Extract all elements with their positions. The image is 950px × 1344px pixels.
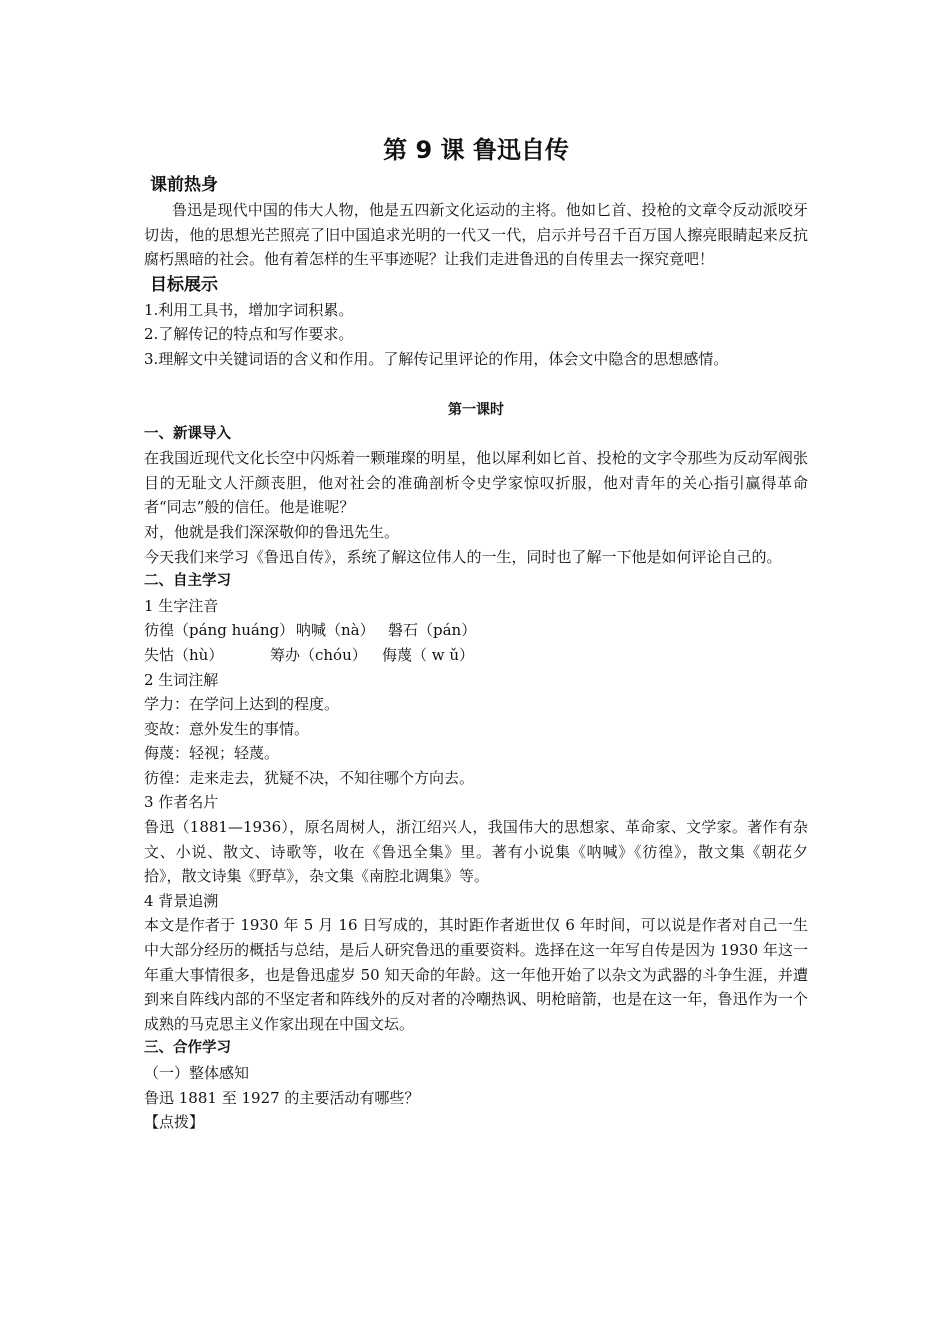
section-heading-self-study: 二、自主学习 bbox=[144, 573, 231, 590]
pinyin-heading: 1 生字注音 bbox=[144, 596, 219, 615]
pinyin-item: 呐喊（nà） bbox=[296, 621, 375, 640]
question-text: 鲁迅 1881 至 1927 的主要活动有哪些？ bbox=[144, 1088, 420, 1107]
warmup-heading: 课前热身 bbox=[150, 175, 218, 195]
author-text: 鲁迅（1881—1936），原名周树人，浙江绍兴人，我国伟大的思想家、革命家、文学家。著作有杂文、小说、散文、诗歌等，收在《鲁迅全集》里。著有小说集《呐喊》《彷徨》，散文集《朝花夕拾》，散文诗集《野草》，杂文集《南腔北调集》等。 bbox=[144, 818, 808, 886]
goal-item: 3.理解文中关键词语的含义和作用。了解传记里评论的作用，体会文中隐含的思想感情。 bbox=[144, 349, 729, 368]
document-page bbox=[144, 130, 808, 1135]
session-title: 第一课时 bbox=[448, 401, 504, 418]
intro-paragraph: 今天我们来学习《鲁迅自传》，系统了解这位伟人的一生，同时也了解一下他是如何评论自己的。 bbox=[144, 547, 782, 566]
pinyin-row bbox=[144, 643, 808, 668]
vocab-item: 侮蔑：轻视；轻蔑。 bbox=[144, 744, 280, 763]
vocab-item: 变故：意外发生的事情。 bbox=[144, 719, 310, 738]
background-heading: 4 背景追溯 bbox=[144, 891, 219, 910]
author-heading: 3 作者名片 bbox=[144, 793, 219, 812]
pinyin-item: 失怙（hù） bbox=[144, 645, 224, 664]
intro-paragraph: 对，他就是我们深深敬仰的鲁迅先生。 bbox=[144, 522, 400, 541]
goal-item: 2.了解传记的特点和写作要求。 bbox=[144, 325, 354, 344]
goal-item: 1.利用工具书，增加字词积累。 bbox=[144, 300, 354, 319]
warmup-text: 鲁迅是现代中国的伟大人物，他是五四新文化运动的主将。他如匕首、投枪的文章令反动派咬牙切齿，他的思想光芒照亮了旧中国追求光明的一代又一代，启示并号召千百万国人擦亮眼睛起来反抗腐朽黑暗的社会。他有着怎样的生平事迹呢？让我们走进鲁迅的自传里去一探究竟吧！ bbox=[144, 201, 808, 269]
pinyin-row bbox=[144, 618, 808, 643]
pinyin-item: 磐石（pán） bbox=[388, 621, 477, 640]
sub-heading: （一）整体感知 bbox=[144, 1064, 250, 1082]
vocab-item: 学力：在学问上达到的程度。 bbox=[144, 695, 340, 714]
background-text: 本文是作者于 1930 年 5 月 16 日写成的，其时距作者逝世仅 6 年时间，可以说是作者对自己一生中大部分经历的概括与总结，是后人研究鲁迅的重要资料。选择在这一年写自传是因为 1930 年这一年重大事情很多，也是鲁迅虚岁 50 知天命的年龄。这一年他开始了以杂文为武器的斗争生涯，并遭到来自阵线内部的不坚定者和阵线外的反对者的冷嘲热讽、明枪暗箭，也是在这一年，鲁迅作为一个成熟的马克思主义作家出现在中国文坛。 bbox=[144, 916, 808, 1033]
vocab-item: 彷徨：走来走去，犹疑不决，不知往哪个方向去。 bbox=[144, 768, 475, 787]
goals-heading: 目标展示 bbox=[150, 274, 218, 295]
section-heading-cooperative: 三、合作学习 bbox=[144, 1040, 231, 1057]
pinyin-item: 彷徨（páng huáng） bbox=[144, 621, 295, 640]
pinyin-item: 侮蔑（ w ǔ） bbox=[382, 645, 475, 664]
vocab-heading: 2 生词注解 bbox=[144, 670, 219, 689]
hint-label: 【点拨】 bbox=[144, 1113, 205, 1132]
page-title: 第 9 课 鲁迅自传 bbox=[383, 136, 569, 164]
intro-paragraph: 在我国近现代文化长空中闪烁着一颗璀璨的明星，他以犀利如匕首、投枪的文字令那些为反动军阀张目的无耻文人汗颜丧胆，他对社会的准确剖析令史学家惊叹折服，他对青年的关心指引赢得革命者“同志”般的信任。他是谁呢？ bbox=[144, 449, 808, 517]
section-heading-intro: 一、新课导入 bbox=[144, 425, 231, 442]
pinyin-item: 筹办（chóu） bbox=[270, 645, 367, 664]
